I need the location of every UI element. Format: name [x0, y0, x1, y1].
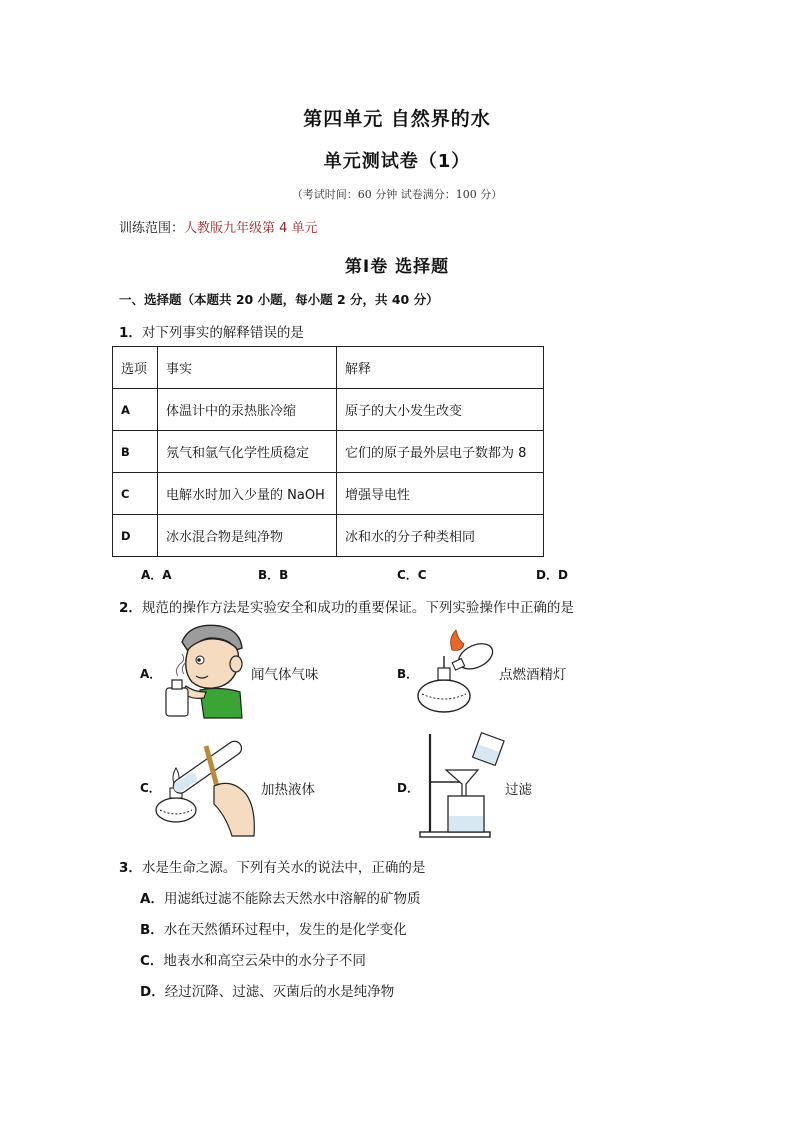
table-row	[113, 389, 544, 431]
table-cell: 冰水混合物是纯净物	[158, 515, 337, 557]
table-cell: C	[113, 473, 158, 515]
option-a-caption: 闻气体气味	[251, 667, 319, 683]
smelling-gas-illustration	[160, 620, 256, 720]
table-cell: 冰和水的分子种类相同	[337, 515, 544, 557]
document-title: 第四单元 自然界的水	[303, 108, 491, 130]
question-number: 2．	[119, 600, 142, 616]
question-number: 1．	[119, 325, 142, 341]
question-3	[119, 856, 425, 876]
exam-info: （考试时间：60 分钟 试卷满分：100 分）	[291, 188, 503, 201]
training-scope	[119, 217, 318, 236]
option-text: 地表水和高空云朵中的水分子不同	[163, 953, 366, 969]
table-cell: 体温计中的汞热胀冷缩	[158, 389, 337, 431]
option-a-letter[interactable]: A．	[140, 667, 162, 681]
q3-option-b[interactable]	[140, 918, 407, 938]
facts-table	[112, 346, 544, 557]
question-text: 规范的操作方法是实验安全和成功的重要保证。下列实验操作中正确的是	[141, 600, 574, 616]
question-2	[119, 596, 574, 616]
q3-option-c[interactable]	[140, 949, 366, 969]
option-b-letter[interactable]: B．	[397, 667, 419, 681]
question-text: 水是生命之源。下列有关水的说法中，正确的是	[141, 860, 426, 876]
option-c-caption: 加热液体	[261, 782, 315, 798]
question-text: 对下列事实的解释错误的是	[141, 325, 304, 341]
header-cell: 选项	[113, 347, 158, 389]
option-letter: C．	[140, 953, 164, 969]
table-cell: B	[113, 431, 158, 473]
table-row	[113, 473, 544, 515]
choice-c[interactable]: C．C	[397, 568, 427, 582]
table-cell: 它们的原子最外层电子数都为 8	[337, 431, 544, 473]
option-text: 用滤纸过滤不能除去天然水中溶解的矿物质	[163, 891, 421, 907]
option-b-caption: 点燃酒精灯	[499, 667, 567, 683]
table-cell: 电解水时加入少量的 NaOH	[158, 473, 337, 515]
filtration-illustration	[418, 730, 510, 842]
choice-a[interactable]: A．A	[141, 568, 172, 582]
table-cell: D	[113, 515, 158, 557]
option-d-caption: 过滤	[505, 782, 532, 798]
scope-value: 人教版九年级第 4 单元	[184, 221, 318, 236]
table-cell: A	[113, 389, 158, 431]
option-c-letter[interactable]: C．	[140, 781, 161, 795]
scope-label: 训练范围：	[119, 221, 185, 236]
option-d-letter[interactable]: D．	[397, 781, 419, 795]
q3-option-a[interactable]	[140, 887, 420, 907]
heating-liquid-illustration	[148, 738, 260, 838]
header-cell: 解释	[337, 347, 544, 389]
option-letter: A．	[140, 891, 164, 907]
question-number: 3．	[119, 860, 142, 876]
alcohol-lamp-lighting-illustration	[412, 628, 502, 716]
table-header-row	[113, 347, 544, 389]
document-subtitle: 单元测试卷（1）	[323, 151, 471, 172]
table-row	[113, 431, 544, 473]
choice-b[interactable]: B．B	[258, 568, 289, 582]
section-title: 第Ⅰ卷 选择题	[344, 257, 450, 277]
part-heading: 一、选择题（本题共 20 小题，每小题 2 分，共 40 分）	[119, 292, 439, 307]
table-cell: 氖气和氩气化学性质稳定	[158, 431, 337, 473]
option-text: 水在天然循环过程中，发生的是化学变化	[163, 922, 407, 938]
option-letter: D．	[140, 984, 165, 1000]
option-letter: B．	[140, 922, 164, 938]
q3-option-d[interactable]	[140, 980, 394, 1000]
table-row	[113, 515, 544, 557]
table-cell: 原子的大小发生改变	[337, 389, 544, 431]
question-1	[119, 321, 304, 341]
header-cell: 事实	[158, 347, 337, 389]
table-cell: 增强导电性	[337, 473, 544, 515]
choice-d[interactable]: D．D	[536, 568, 568, 582]
option-text: 经过沉降、过滤、灭菌后的水是纯净物	[164, 984, 395, 1000]
